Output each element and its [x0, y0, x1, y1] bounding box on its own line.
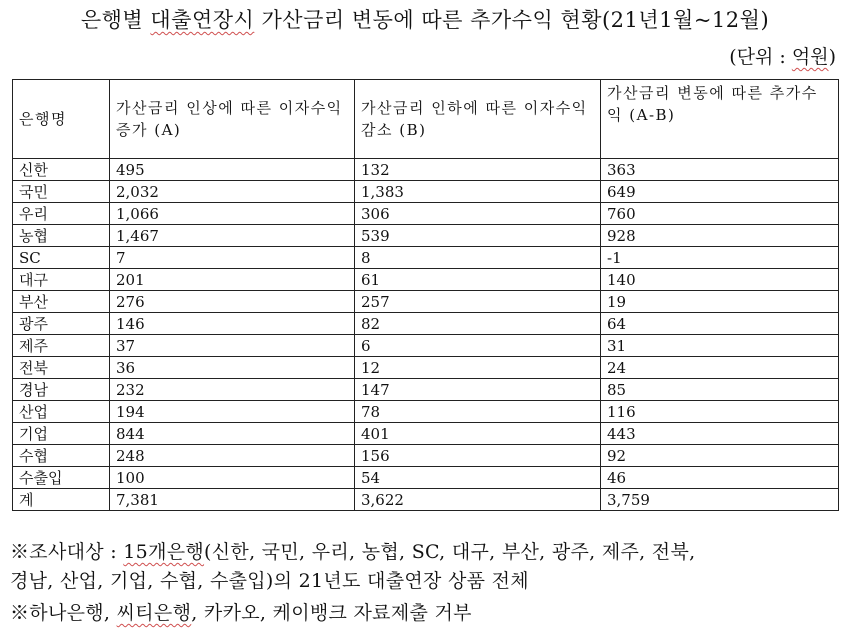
note-line1-a: ※조사대상 : — [10, 541, 124, 563]
cell-additional-revenue: 363 — [601, 159, 839, 181]
note-survey-scope-cont: 경남, 산업, 기업, 수협, 수출입)의 21년도 대출연장 상품 전체 — [10, 570, 529, 592]
cell-additional-revenue: 928 — [601, 225, 839, 247]
table-body — [13, 159, 839, 511]
header-rate-decrease: 가산금리 인하에 따른 이자수익 감소 (B) — [355, 80, 601, 159]
table-row — [13, 489, 839, 511]
header-rate-increase: 가산금리 인상에 따른 이자수익 증가 (A) — [110, 80, 355, 159]
cell-additional-revenue: 31 — [601, 335, 839, 357]
cell-rate-increase: 100 — [110, 467, 355, 489]
title-part-1: 은행별 — [80, 8, 151, 32]
cell-rate-decrease: 8 — [355, 247, 601, 269]
cell-bank-name: 부산 — [13, 291, 110, 313]
cell-rate-increase: 201 — [110, 269, 355, 291]
cell-rate-decrease: 401 — [355, 423, 601, 445]
note-line1-c: (신한, 국민, 우리, 농협, SC, 대구, 부산, 광주, 제주, 전북, — [204, 541, 696, 563]
table-row — [13, 423, 839, 445]
cell-rate-decrease: 61 — [355, 269, 601, 291]
table-row — [13, 357, 839, 379]
cell-additional-revenue: 443 — [601, 423, 839, 445]
cell-additional-revenue: 92 — [601, 445, 839, 467]
cell-rate-increase: 276 — [110, 291, 355, 313]
cell-additional-revenue: 649 — [601, 181, 839, 203]
title-part-2: 대출연장시 — [150, 8, 255, 32]
header-bank-name: 은행명 — [13, 80, 110, 159]
table-row — [13, 313, 839, 335]
table-row — [13, 335, 839, 357]
table-row — [13, 291, 839, 313]
table-row — [13, 225, 839, 247]
cell-rate-increase: 1,467 — [110, 225, 355, 247]
cell-rate-increase: 7,381 — [110, 489, 355, 511]
table-row — [13, 269, 839, 291]
bank-revenue-table — [12, 79, 839, 511]
title-part-3: 가산금리 변동에 따른 추가수익 현황(21년1월~12월) — [254, 8, 770, 32]
unit-part-3: ) — [828, 46, 836, 68]
cell-rate-decrease: 306 — [355, 203, 601, 225]
cell-additional-revenue: 64 — [601, 313, 839, 335]
cell-bank-name: 산업 — [13, 401, 110, 423]
cell-rate-decrease: 6 — [355, 335, 601, 357]
cell-additional-revenue: 140 — [601, 269, 839, 291]
cell-rate-increase: 37 — [110, 335, 355, 357]
cell-rate-increase: 194 — [110, 401, 355, 423]
document-title — [0, 4, 850, 34]
cell-rate-increase: 2,032 — [110, 181, 355, 203]
cell-additional-revenue: -1 — [601, 247, 839, 269]
cell-rate-increase: 1,066 — [110, 203, 355, 225]
table-row — [13, 247, 839, 269]
unit-label — [729, 42, 836, 69]
note-refused-banks — [10, 598, 472, 625]
cell-rate-decrease: 147 — [355, 379, 601, 401]
table-row — [13, 159, 839, 181]
cell-bank-name: 경남 — [13, 379, 110, 401]
unit-part-2: 억원 — [791, 46, 829, 68]
cell-bank-name: 기업 — [13, 423, 110, 445]
cell-additional-revenue: 24 — [601, 357, 839, 379]
table-header-row — [13, 80, 839, 159]
note-line3-b: 씨티은행 — [116, 602, 192, 624]
note-line3-a: ※하나은행, — [10, 602, 117, 624]
table-row — [13, 401, 839, 423]
cell-bank-name: 전북 — [13, 357, 110, 379]
cell-bank-name: SC — [13, 247, 110, 269]
cell-rate-increase: 844 — [110, 423, 355, 445]
header-additional-revenue: 가산금리 변동에 따른 추가수익 (A-B) — [601, 80, 839, 159]
table-row — [13, 181, 839, 203]
table-row — [13, 203, 839, 225]
note-line1-b: 15개은행 — [123, 541, 205, 563]
table-row — [13, 467, 839, 489]
cell-bank-name: 국민 — [13, 181, 110, 203]
cell-rate-increase: 232 — [110, 379, 355, 401]
cell-rate-decrease: 132 — [355, 159, 601, 181]
cell-bank-name: 농협 — [13, 225, 110, 247]
cell-rate-decrease: 3,622 — [355, 489, 601, 511]
note-line3-c: , 카카오, 케이뱅크 자료제출 거부 — [191, 602, 472, 624]
cell-bank-name: 우리 — [13, 203, 110, 225]
cell-rate-decrease: 156 — [355, 445, 601, 467]
cell-rate-decrease: 539 — [355, 225, 601, 247]
cell-bank-name: 수출입 — [13, 467, 110, 489]
cell-bank-name: 대구 — [13, 269, 110, 291]
cell-rate-decrease: 54 — [355, 467, 601, 489]
cell-additional-revenue: 3,759 — [601, 489, 839, 511]
cell-rate-increase: 495 — [110, 159, 355, 181]
cell-rate-increase: 36 — [110, 357, 355, 379]
cell-rate-decrease: 1,383 — [355, 181, 601, 203]
cell-additional-revenue: 116 — [601, 401, 839, 423]
table-row — [13, 445, 839, 467]
cell-bank-name: 제주 — [13, 335, 110, 357]
cell-additional-revenue: 19 — [601, 291, 839, 313]
cell-bank-name: 광주 — [13, 313, 110, 335]
cell-rate-increase: 248 — [110, 445, 355, 467]
note-survey-scope — [10, 537, 695, 564]
cell-rate-increase: 7 — [110, 247, 355, 269]
cell-rate-decrease: 257 — [355, 291, 601, 313]
table-row — [13, 379, 839, 401]
cell-rate-increase: 146 — [110, 313, 355, 335]
unit-part-1: (단위 : — [729, 46, 792, 68]
cell-rate-decrease: 82 — [355, 313, 601, 335]
cell-bank-name: 수협 — [13, 445, 110, 467]
cell-additional-revenue: 46 — [601, 467, 839, 489]
cell-rate-decrease: 12 — [355, 357, 601, 379]
cell-additional-revenue: 760 — [601, 203, 839, 225]
cell-bank-name: 신한 — [13, 159, 110, 181]
cell-additional-revenue: 85 — [601, 379, 839, 401]
cell-bank-name: 계 — [13, 489, 110, 511]
cell-rate-decrease: 78 — [355, 401, 601, 423]
